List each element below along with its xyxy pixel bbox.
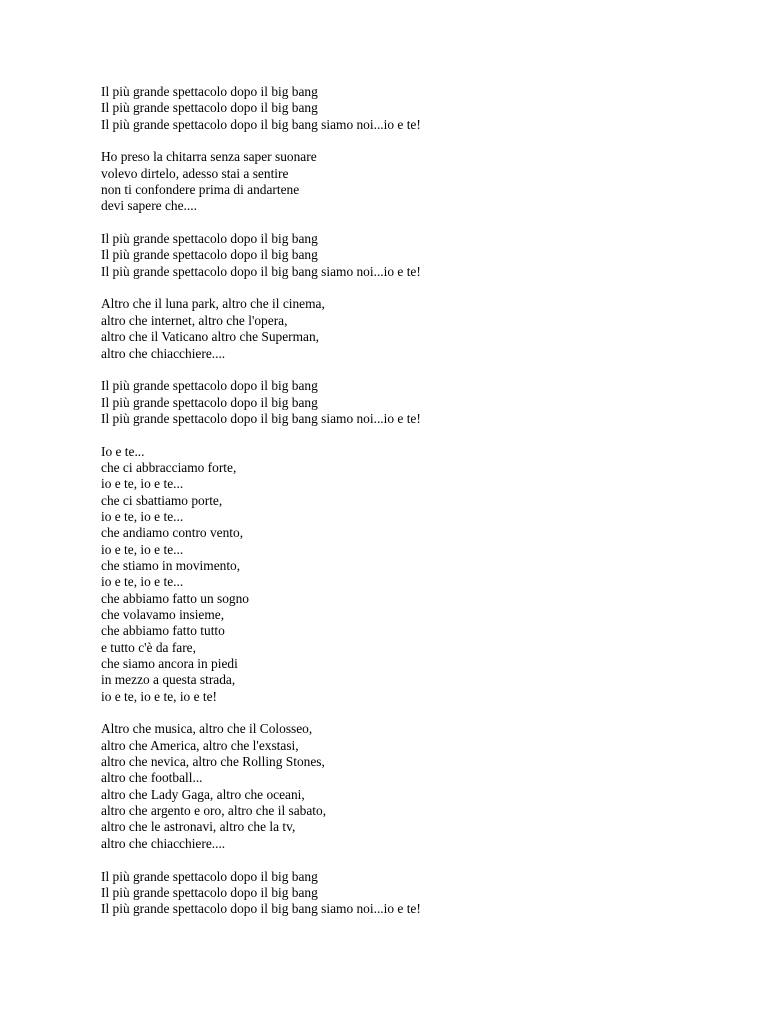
lyric-line: devi sapere che.... bbox=[101, 198, 197, 214]
lyric-line: Il più grande spettacolo dopo il big bang bbox=[101, 378, 318, 394]
lyric-line: altro che le astronavi, altro che la tv, bbox=[101, 819, 296, 835]
lyric-line: Il più grande spettacolo dopo il big bang bbox=[101, 394, 318, 410]
lyric-line: io e te, io e te, io e te! bbox=[101, 688, 218, 704]
lyric-line: io e te, io e te... bbox=[101, 574, 184, 590]
lyric-line: altro che Lady Gaga, altro che oceani, bbox=[101, 786, 305, 802]
lyric-line: altro che chiacchiere.... bbox=[101, 345, 226, 361]
lyric-line: altro che il Vaticano altro che Superman, bbox=[101, 329, 320, 345]
stanza bbox=[101, 869, 701, 918]
lyric-line: io e te, io e te... bbox=[101, 476, 184, 492]
lyric-line: che volavamo insieme, bbox=[101, 607, 225, 622]
lyric-line: io e te, io e te... bbox=[101, 541, 184, 557]
lyric-line: altro che internet, altro che l'opera, bbox=[101, 312, 288, 328]
lyric-line: Io e te... bbox=[101, 443, 145, 459]
lyric-line: altro che argento e oro, altro che il sabato, bbox=[101, 803, 327, 819]
lyric-line: Altro che il luna park, altro che il cinema, bbox=[101, 296, 325, 312]
stanza bbox=[101, 149, 701, 214]
lyric-line: Il più grande spettacolo dopo il big bang bbox=[101, 868, 318, 884]
stanza bbox=[101, 296, 701, 361]
stanza bbox=[101, 84, 701, 133]
lyric-line: altro che America, altro che l'exstasi, bbox=[101, 737, 299, 753]
stanza bbox=[101, 444, 701, 706]
lyric-line: volevo dirtelo, adesso stai a sentire bbox=[101, 165, 289, 181]
lyric-line: altro che chiacchiere.... bbox=[101, 835, 226, 851]
stanza bbox=[101, 378, 701, 427]
lyric-line: Il più grande spettacolo dopo il big bang siamo noi...io e te! bbox=[101, 901, 421, 917]
lyric-line: Il più grande spettacolo dopo il big bang bbox=[101, 884, 318, 900]
lyric-line: che siamo ancora in piedi bbox=[101, 656, 238, 672]
lyric-line: Ho preso la chitarra senza saper suonare bbox=[101, 149, 317, 165]
lyric-line: Altro che musica, altro che il Colosseo, bbox=[101, 721, 313, 737]
lyric-line: Il più grande spettacolo dopo il big bang bbox=[101, 247, 318, 263]
lyric-line: in mezzo a questa strada, bbox=[101, 672, 236, 688]
lyric-line: e tutto c'è da fare, bbox=[101, 639, 196, 655]
lyric-line: che abbiamo fatto un sogno bbox=[101, 590, 250, 606]
lyric-line: Il più grande spettacolo dopo il big bang bbox=[101, 231, 318, 247]
lyric-line: che ci sbattiamo porte, bbox=[101, 492, 223, 508]
lyric-line: che andiamo contro vento, bbox=[101, 525, 244, 541]
lyric-line: Il più grande spettacolo dopo il big bang siamo noi...io e te! bbox=[101, 410, 421, 426]
stanza bbox=[101, 721, 701, 852]
stanza bbox=[101, 231, 701, 280]
lyric-line: Il più grande spettacolo dopo il big bang siamo noi...io e te! bbox=[101, 263, 421, 279]
lyric-line: io e te, io e te... bbox=[101, 508, 184, 524]
lyric-line: che stiamo in movimento, bbox=[101, 557, 241, 573]
lyric-line: Il più grande spettacolo dopo il big bang bbox=[101, 84, 318, 99]
lyric-line: che ci abbracciamo forte, bbox=[101, 459, 237, 475]
lyric-line: non ti confondere prima di andartene bbox=[101, 182, 300, 198]
lyric-line: Il più grande spettacolo dopo il big bang bbox=[101, 100, 318, 116]
lyric-line: altro che football... bbox=[101, 770, 203, 786]
lyric-line: altro che nevica, altro che Rolling Stones, bbox=[101, 754, 325, 770]
lyrics-text-body bbox=[101, 84, 701, 918]
lyric-line: Il più grande spettacolo dopo il big bang siamo noi...io e te! bbox=[101, 116, 421, 132]
lyric-line: che abbiamo fatto tutto bbox=[101, 623, 225, 639]
